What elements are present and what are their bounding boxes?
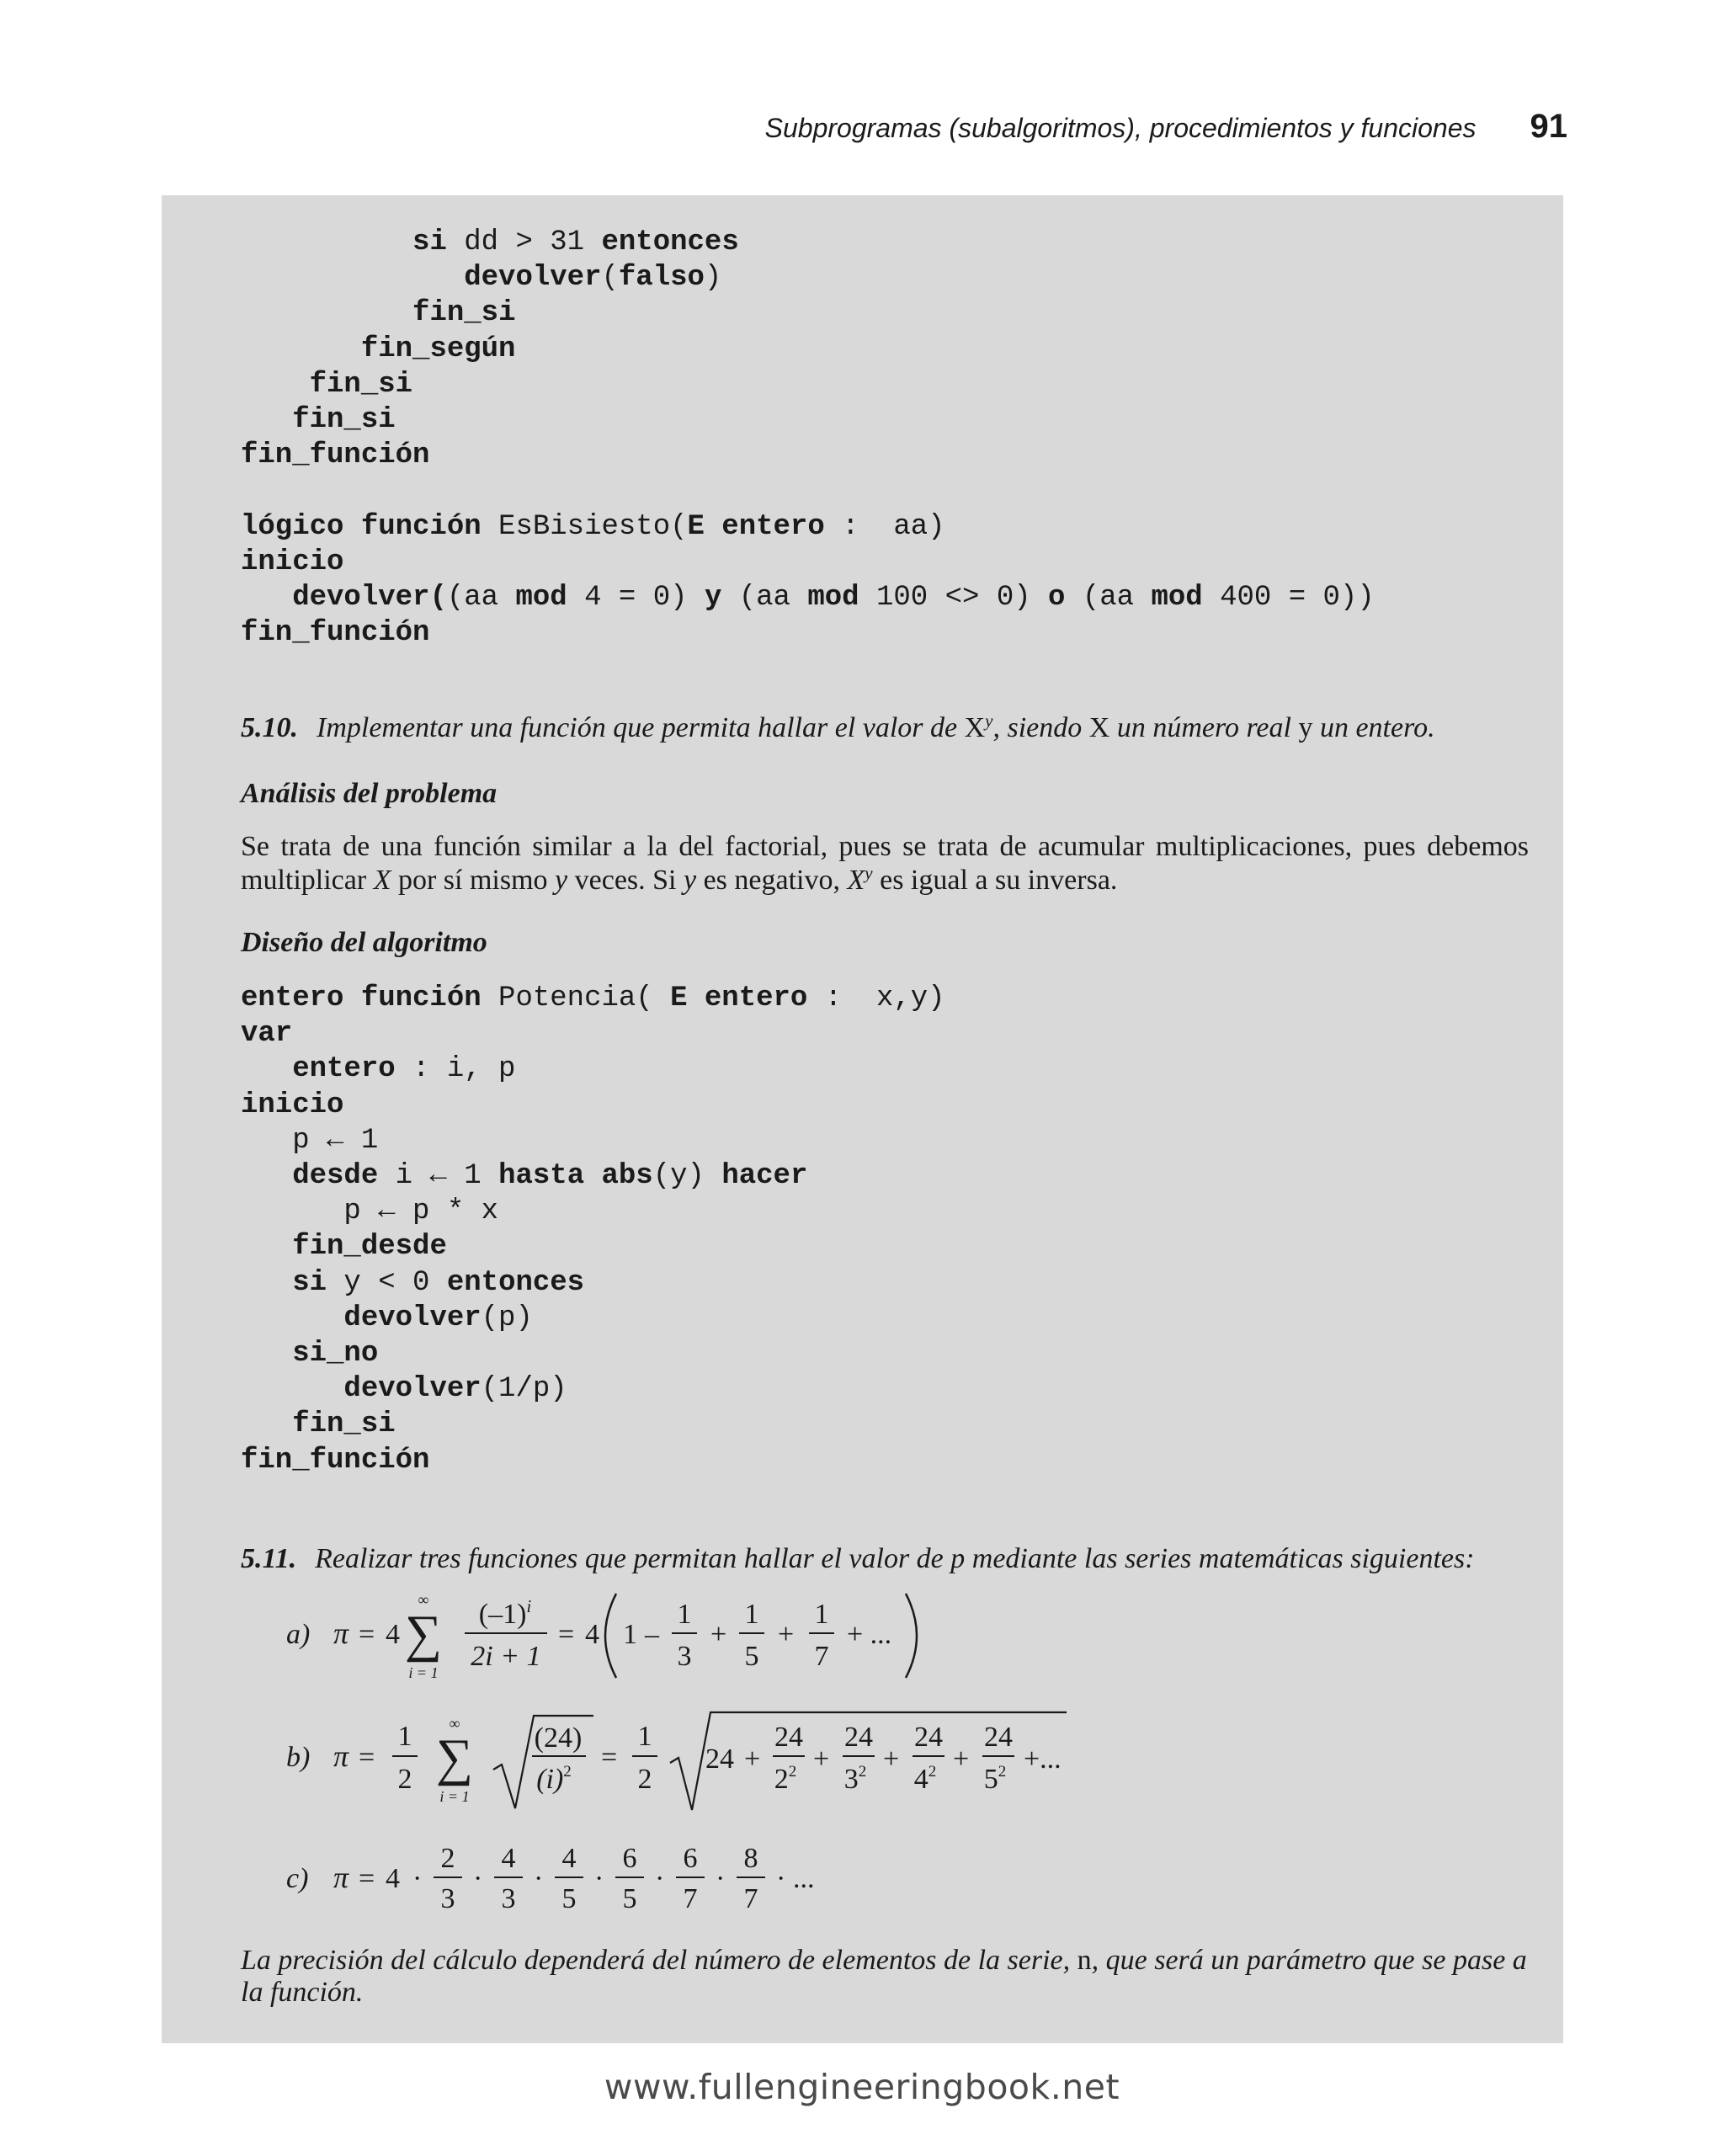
note-text: La precisión del cálculo dependerá del número de elementos de la serie,	[241, 1945, 1078, 1976]
series-term: 1	[623, 1619, 637, 1650]
fraction-denominator: 7	[814, 1641, 829, 1672]
fraction-numerator: 1	[744, 1599, 759, 1630]
code-block-esbisiesto	[241, 225, 1375, 651]
math-superscript: y	[865, 863, 873, 883]
fraction-numerator: 4	[561, 1843, 577, 1874]
paragraph-text: veces. Si	[567, 865, 684, 896]
code-line: entero función Potencia( E entero : x,y)	[241, 982, 945, 1014]
exercise-text: un entero.	[1312, 712, 1435, 743]
multiply-dot: ·	[776, 1863, 786, 1894]
operator: +	[813, 1743, 830, 1775]
exercise-text: Realizar tres funciones que permitan hallar el valor de p mediante las series matemáticas siguientes:	[315, 1543, 1475, 1574]
fraction-denominator: 5	[744, 1641, 759, 1672]
formula-label: b)	[286, 1742, 311, 1773]
summation-icon: ∑	[435, 1729, 474, 1786]
fraction-numerator: 8	[743, 1843, 758, 1874]
fraction-denominator: 5	[622, 1883, 637, 1914]
multiply-dot: ·	[534, 1863, 544, 1894]
exercise-text: Implementar una función que permita hallar el valor de	[317, 712, 965, 743]
constant: 4	[585, 1619, 599, 1650]
fraction-numerator: 4	[501, 1843, 516, 1874]
code-line: fin_desde	[292, 1231, 447, 1264]
series-continuation: +...	[1024, 1743, 1062, 1775]
fraction-denominator: $(i)^2$	[536, 1763, 572, 1795]
precision-note	[241, 1945, 1529, 2009]
series-continuation: + ...	[847, 1619, 892, 1650]
exercise-text: un número real	[1109, 712, 1299, 743]
sum-lower-limit: i = 1	[439, 1788, 470, 1805]
formula-label: c)	[286, 1863, 309, 1894]
sum-upper-limit: ∞	[449, 1715, 460, 1732]
formula-b-svg	[286, 1709, 1094, 1818]
svg-text:22: $2^2$	[774, 1763, 797, 1795]
operator: +	[953, 1743, 970, 1775]
fraction-numerator: 1	[397, 1721, 412, 1752]
operator: +	[744, 1743, 761, 1775]
series-fraction	[982, 1722, 1014, 1795]
pi-symbol: π	[333, 1739, 349, 1773]
svg-text:42: $4^2$	[913, 1763, 937, 1795]
fraction-denominator: 3	[440, 1883, 455, 1914]
formula-a	[286, 1587, 960, 1701]
equals-sign: =	[558, 1619, 575, 1650]
fraction-denominator: 2	[397, 1764, 412, 1795]
fraction-numerator: $(-1)^i$	[478, 1596, 532, 1630]
svg-text:24: 24	[914, 1722, 943, 1753]
analysis-heading: Análisis del problema	[241, 778, 498, 809]
code-line: lógico función EsBisiesto(E entero : aa)	[241, 510, 945, 543]
fraction-denominator: 5	[561, 1883, 577, 1914]
running-title: Subprogramas (subalgoritmos), procedimientos y funciones	[764, 113, 1477, 143]
series-fraction	[843, 1722, 875, 1795]
paragraph-text: es negativo,	[696, 865, 848, 896]
multiply-dot: ·	[412, 1863, 423, 1894]
equals-sign: =	[359, 1863, 375, 1894]
svg-text:24: 24	[844, 1722, 873, 1753]
multiply-dot: ·	[594, 1863, 604, 1894]
operator: +	[778, 1619, 795, 1650]
fraction-numerator: (24)	[534, 1722, 583, 1754]
fraction-numerator: 1	[677, 1599, 692, 1630]
fraction-denominator: 2i + 1	[471, 1641, 541, 1672]
note-text: , que será un parámetro que se pase a la función.	[241, 1945, 1527, 2008]
svg-text:32: $3^2$	[843, 1763, 867, 1795]
code-line: devolver((aa mod 4 = 0) y (aa mod 100 <> 0) o (aa mod 400 = 0))	[292, 582, 1375, 615]
code-line: devolver(1/p)	[343, 1373, 567, 1406]
code-line: fin_si	[412, 297, 516, 330]
code-line: fin_función	[241, 1444, 430, 1477]
code-line: entero : i, p	[292, 1053, 516, 1086]
watermark-url: www.fullengineeringbook.net	[604, 2067, 1120, 2107]
math-var: y	[555, 865, 568, 896]
right-paren-icon	[906, 1594, 917, 1678]
page-header	[765, 108, 1567, 148]
code-line: devolver(falso)	[464, 262, 722, 295]
code-line: fin_si	[292, 404, 396, 437]
code-line: si_no	[292, 1338, 379, 1371]
sum-lower-limit: i = 1	[408, 1664, 439, 1681]
analysis-paragraph	[241, 830, 1529, 897]
pi-symbol: π	[333, 1861, 349, 1894]
operator: –	[645, 1619, 659, 1650]
left-paren-icon	[605, 1594, 616, 1678]
design-heading: Diseño del algoritmo	[241, 927, 487, 958]
code-line: var	[241, 1018, 293, 1051]
exercise-number: 5.11.	[241, 1543, 297, 1574]
fraction-numerator: 1	[637, 1721, 652, 1752]
code-line: desde i ← 1 hasta abs(y) hacer	[292, 1160, 808, 1193]
math-symbol: X	[1088, 712, 1110, 743]
equals-sign: =	[359, 1742, 375, 1773]
fraction-denominator: 7	[683, 1883, 698, 1914]
code-line: p ← p * x	[241, 1195, 499, 1228]
code-line: fin_si	[292, 1408, 396, 1441]
fraction-denominator: 3	[501, 1883, 516, 1914]
page-number: 91	[1530, 108, 1567, 145]
series-continuation: ...	[793, 1863, 815, 1894]
series-term: 24	[705, 1743, 734, 1775]
formula-a-svg	[286, 1587, 960, 1696]
formula-c	[286, 1835, 875, 1933]
code-line: devolver(p)	[343, 1302, 533, 1334]
multiply-dot: ·	[716, 1863, 726, 1894]
equals-sign: =	[359, 1619, 375, 1650]
math-var: y	[684, 865, 697, 896]
paragraph-text: es igual a su inversa.	[872, 865, 1118, 896]
operator: +	[710, 1619, 727, 1650]
code-line: p ← 1	[241, 1124, 379, 1157]
formula-label: a)	[286, 1619, 311, 1650]
operator: +	[883, 1743, 900, 1775]
code-line: inicio	[241, 1089, 344, 1121]
math-superscript: y	[985, 711, 993, 731]
code-line: si dd > 31 entonces	[412, 226, 739, 258]
code-line: inicio	[241, 546, 344, 578]
code-line: si y < 0 entonces	[292, 1266, 585, 1299]
code-block-potencia	[241, 981, 945, 1478]
sum-upper-limit: ∞	[418, 1591, 429, 1608]
math-symbol: y	[1298, 712, 1313, 743]
fraction-numerator: 6	[622, 1843, 637, 1874]
math-var: X	[373, 865, 391, 896]
math-var: X	[847, 865, 865, 896]
constant: 4	[386, 1619, 400, 1650]
formula-c-svg	[286, 1835, 875, 1928]
exercise-5-10	[241, 711, 1529, 746]
formula-b	[286, 1709, 1094, 1823]
fraction-denominator: 7	[743, 1883, 758, 1914]
summation-icon: ∑	[404, 1605, 443, 1663]
series-fraction	[913, 1722, 944, 1795]
code-line: fin_si	[309, 368, 413, 401]
constant: 4	[386, 1863, 400, 1894]
exercise-text: , siendo	[992, 712, 1089, 743]
fraction-denominator: 3	[677, 1641, 692, 1672]
svg-text:52: $5^2$	[983, 1763, 1007, 1795]
paragraph-text: por sí mismo	[391, 865, 556, 896]
svg-text:24: 24	[774, 1722, 803, 1753]
fraction-numerator: 1	[814, 1599, 829, 1630]
math-var: n	[1077, 1945, 1092, 1976]
svg-text:24: 24	[984, 1722, 1013, 1753]
exercise-number: 5.10.	[241, 712, 298, 743]
pi-symbol: π	[333, 1616, 349, 1650]
multiply-dot: ·	[473, 1863, 483, 1894]
fraction-denominator: 2	[637, 1764, 652, 1795]
equals-sign: =	[601, 1742, 618, 1773]
exercise-5-11	[241, 1541, 1529, 1577]
code-line: fin_función	[241, 617, 430, 650]
fraction-numerator: 6	[683, 1843, 698, 1874]
fraction-numerator: 2	[440, 1843, 455, 1874]
code-line: fin_según	[360, 333, 516, 365]
math-symbol: X	[964, 712, 986, 743]
paragraph-text: Se trata de una función similar a la del factorial, pues se trata de acumular multiplicaciones, pues debemos multiplicar	[241, 831, 1529, 896]
code-line: fin_función	[241, 439, 430, 472]
multiply-dot: ·	[655, 1863, 665, 1894]
series-fraction	[773, 1722, 805, 1795]
